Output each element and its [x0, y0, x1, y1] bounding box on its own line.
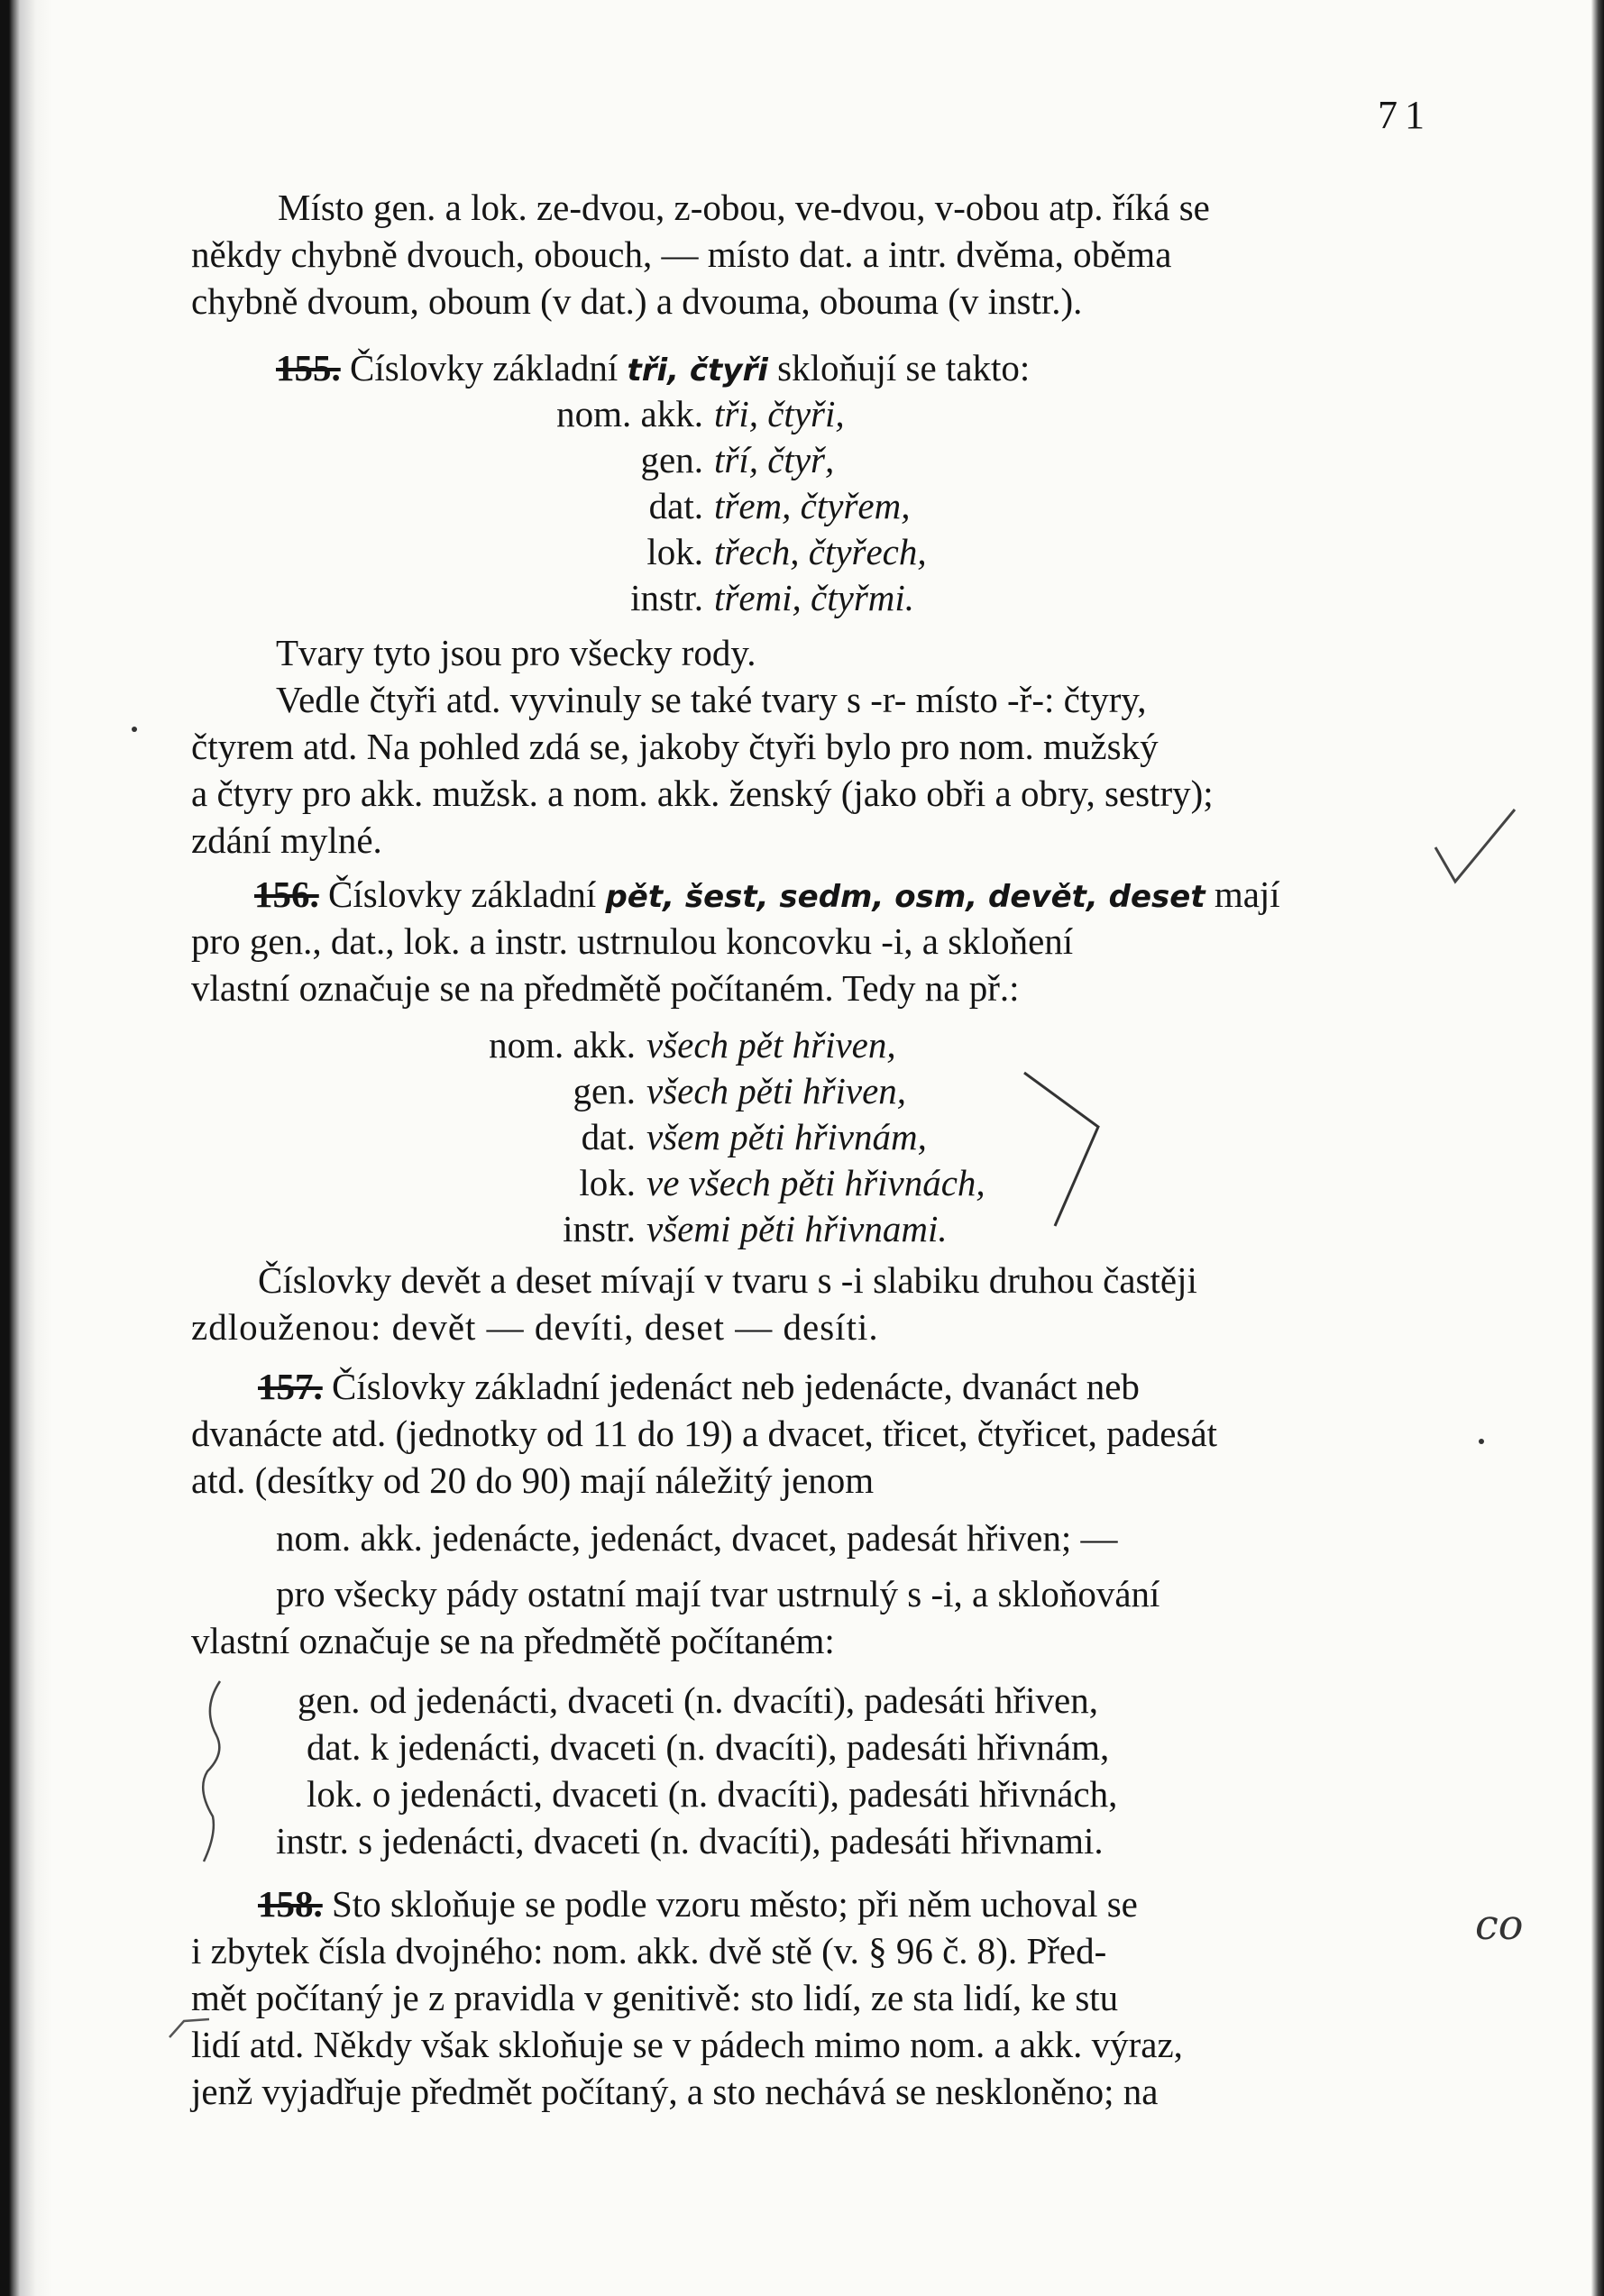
s155-after-2: Vedle čtyři atd. vyvinuly se také tvary s -r- místo -ř-: čtyry,	[276, 679, 1147, 720]
case-label: instr.	[630, 577, 703, 618]
s158-line-5: jenž vyjadřuje předmět počítaný, a sto nechává se neskloněno; na	[191, 2071, 1159, 2112]
case-value: všech pěti hřiven,	[646, 1070, 907, 1111]
checkmark-annotation	[1425, 802, 1524, 901]
page-edge-left	[0, 0, 52, 2296]
heading-text: Sto skloňuje se podle vzoru město; při něm uchoval se	[332, 1883, 1138, 1925]
s155-after-1: Tvary tyto jsou pro všecky rody.	[276, 632, 756, 673]
s157-line-4: nom. akk. jedenácte, jedenáct, dvacet, padesát hřiven; —	[276, 1517, 1118, 1559]
margin-dot	[132, 727, 137, 732]
section-number: 157.	[258, 1366, 323, 1407]
case-value: ve všech pěti hřivnách,	[646, 1162, 985, 1203]
s155-after-4: a čtyry pro akk. mužsk. a nom. akk. ženský (jako obři a obry, sestry);	[191, 773, 1214, 814]
declension-table-156	[280, 1022, 985, 1257]
margin-note: co	[1475, 1900, 1524, 1949]
s156-line-2: vlastní označuje se na předmětě počítaném. Tedy na př.:	[191, 967, 1020, 1009]
heading-bold: tři, čtyři	[627, 352, 768, 389]
s158-line-2: i zbytek čísla dvojného: nom. akk. dvě stě (v. § 96 č. 8). Před-	[191, 1930, 1107, 1971]
case-label: dat.	[648, 485, 703, 526]
case-value: všem pěti hřivnám,	[646, 1116, 927, 1157]
section-number: 156.	[254, 874, 319, 915]
s157-line-2: dvanácte atd. (jednotky od 11 do 19) a dvacet, třicet, čtyřicet, padesát	[191, 1413, 1218, 1454]
case-value: třem, čtyřem,	[714, 485, 911, 526]
s157-table-row-2: dat. k jedenácti, dvaceti (n. dvacíti), padesáti hřivnám,	[307, 1726, 1110, 1768]
intro-line-1: Místo gen. a lok. ze-dvou, z-obou, ve-dvou, v-obou atp. říká se	[278, 187, 1210, 228]
heading-text: Číslovky základní	[350, 347, 619, 389]
intro-line-2: někdy chybně dvouch, obouch, — místo dat. a intr. dvěma, oběma	[191, 233, 1172, 275]
case-label: instr.	[563, 1208, 636, 1249]
case-value: tří, čtyř,	[714, 439, 835, 480]
heading-tail: mají	[1214, 874, 1280, 915]
case-label: nom. akk.	[489, 1024, 636, 1066]
intro-line-3: chybně dvoum, oboum (v dat.) a dvouma, obouma (v instr.).	[191, 280, 1083, 322]
page-edge-right	[1591, 0, 1604, 2296]
s157-table-row-3: lok. o jedenácti, dvaceti (n. dvacíti), padesáti hřivnách,	[307, 1773, 1118, 1815]
s157-table-row-1: gen. od jedenácti, dvaceti (n. dvacíti), padesáti hřiven,	[298, 1679, 1098, 1721]
s157-table-row-4: instr. s jedenácti, dvaceti (n. dvacíti), padesáti hřivnami.	[276, 1820, 1104, 1861]
brace-annotation	[189, 1672, 234, 1871]
s158-line-4: lidí atd. Někdy však skloňuje se v pádech mimo nom. a akk. výraz,	[191, 2024, 1183, 2065]
heading-text: Číslovky základní jedenáct neb jedenácte, dvanáct neb	[332, 1366, 1140, 1407]
s157-line-5: pro všecky pády ostatní mají tvar ustrnulý s -i, a skloňování	[276, 1573, 1160, 1615]
case-label: lok.	[646, 531, 703, 572]
case-value: třech, čtyřech,	[714, 531, 927, 572]
heading-tail: skloňují se takto:	[777, 347, 1031, 389]
section-157-heading	[258, 1363, 1140, 1410]
section-155-heading	[276, 344, 1030, 394]
case-label: gen.	[573, 1070, 636, 1111]
case-label: nom. akk.	[556, 393, 703, 435]
s157-line-6: vlastní označuje se na předmětě počítaném:	[191, 1620, 835, 1661]
s156-after-2: zdlouženou: devět — devíti, deset — desíti.	[191, 1306, 879, 1348]
case-value: tři, čtyři,	[714, 393, 845, 435]
s155-after-3: čtyrem atd. Na pohled zdá se, jakoby čtyři bylo pro nom. mužský	[191, 726, 1159, 767]
heading-text: Číslovky základní	[328, 874, 597, 915]
margin-dot	[1479, 1439, 1484, 1444]
section-156-heading	[254, 871, 1280, 920]
s158-line-3: mět počítaný je z pravidla v genitivě: sto lidí, ze sta lidí, ke stu	[191, 1977, 1119, 2018]
s156-after-1: Číslovky devět a deset mívají v tvaru s -i slabiku druhou častěji	[258, 1259, 1197, 1301]
heading-bold: pět, šest, sedm, osm, devět, deset	[605, 879, 1205, 915]
tick-annotation	[162, 2010, 216, 2046]
s155-after-5: zdání mylné.	[191, 819, 382, 861]
declension-table-155	[343, 391, 927, 626]
s157-line-3: atd. (desítky od 20 do 90) mají náležitý jenom	[191, 1459, 875, 1501]
page-number: 71	[1378, 93, 1432, 137]
section-158-heading	[258, 1880, 1138, 1927]
case-label: lok.	[579, 1162, 636, 1203]
bracket-annotation	[1019, 1055, 1127, 1235]
case-value: všech pět hřiven,	[646, 1024, 896, 1066]
case-value: třemi, čtyřmi.	[714, 577, 915, 618]
s156-line-1: pro gen., dat., lok. a instr. ustrnulou koncovku -i, a skloňení	[191, 920, 1074, 962]
case-label: gen.	[640, 439, 703, 480]
section-number: 155.	[276, 347, 341, 389]
section-number: 158.	[258, 1883, 323, 1925]
case-value: všemi pěti hřivnami.	[646, 1208, 948, 1249]
case-label: dat.	[581, 1116, 636, 1157]
